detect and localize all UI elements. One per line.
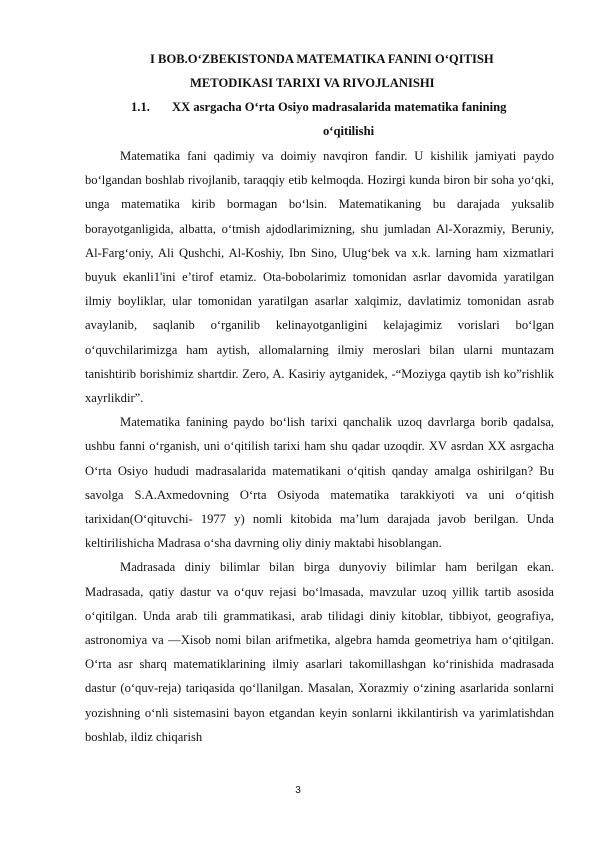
chapter-title-line-1: I BOB.O‘ZBEKISTONDA MATEMATIKA FANINI O‘QITISH [150,52,494,66]
section-number: 1.1. [131,100,150,114]
body-text [85,144,554,749]
section-heading [131,97,506,117]
section-title-line-1: XX asrgacha O‘rta Osiyo madrasalarida matematika fanining [172,100,507,114]
paragraph-1: Matematika fani qadimiy va doimiy navqiron fandir. U kishilik jamiyati paydo bo‘lgandan boshlab rivojlanib, taraqqiy etib kelmoqda. Hozirgi kunda biron bir soha yo‘qki, unga matematika kirib bormagan bo‘lsin. Matematikaning bu darajada yuksalib borayotganligida, albatta, o‘tmish ajdodlarimizning, shu jumladan Al-Xorazmiy, Beruniy, Al-Farg‘oniy, Ali Qushchi, Al-Koshiy, Ibn Sino, Ulug‘bek va x.k. larning ham xizmatlari buyuk ekanli1'ini e’tirof etamiz. Ota-bobolarimiz tomonidan asrlar davomida yaratilgan ilmiy boyliklar, ular tomonidan yaratilgan asarlar xalqimiz, davlatimiz tomonidan asrab avaylanib, saqlanib o‘rganilib kelinayotganligini kelajagimiz vorislari bo‘lgan o‘quvchilarimizga ham aytish, allomalarning ilmiy meroslari bilan ularni muntazam tanishtirib borishimiz shartdir. Zero, A. Kasiriy aytganidek, -“Moziyga qaytib ish ko”rishlik xayrlikdir”. [85,149,554,406]
page-number: 3 [295,785,301,796]
paragraph-3: Madrasada diniy bilimlar bilan birga dunyoviy bilimlar ham berilgan ekan. Madrasada, qatiy dastur va o‘quv rejasi bo‘lmasada, mavzular uzoq yillik tartib asosida o‘qitilgan. Unda arab tili grammatikasi, arab tilidagi diniy kitoblar, tibbiyot, geografiya, astronomiya va ―Xisob nomi bilan arifmetika, algebra hamda geometriya ham o‘qitilgan. O‘rta asr sharq matematiklarining ilmiy asarlari takomillashgan ko‘rinishida madrasada dastur (o‘quv-reja) tariqasida qo‘llanilgan. Masalan, Xorazmiy o‘zining asarlarida sonlarni yozishning o‘nli sistemasini bayon etgandan keyin sonlarni ikkilantirish va yarimlatishdan boshlab, ildiz chiqarish [85,560,554,744]
chapter-title-line-2: METODIKASI TARIXI VA RIVOJLANISHI [190,76,435,90]
section-title-line-2: o‘qitilishi [323,124,375,138]
paragraph-2: Matematika fanining paydo bo‘lish tarixi qanchalik uzoq davrlarga borib qadalsa, ushbu fanni o‘rganish, uni o‘qitilish tarixi ham shu qadar uzoqdir. XV asrdan XX asrgacha O‘rta Osiyo hududi madrasalarida matematikani o‘qitish qanday amalga oshirilgan? Bu savolga S.A.Axmedovning O‘rta Osiyoda matematika tarakkiyoti va uni o‘qitish tarixidan(O‘qituvchi- 1977 y) nomli kitobida ma’lum darajada javob berilgan. Unda keltirilishicha Madrasa o‘sha davrning oliy diniy maktabi hisoblangan. [85,415,554,551]
